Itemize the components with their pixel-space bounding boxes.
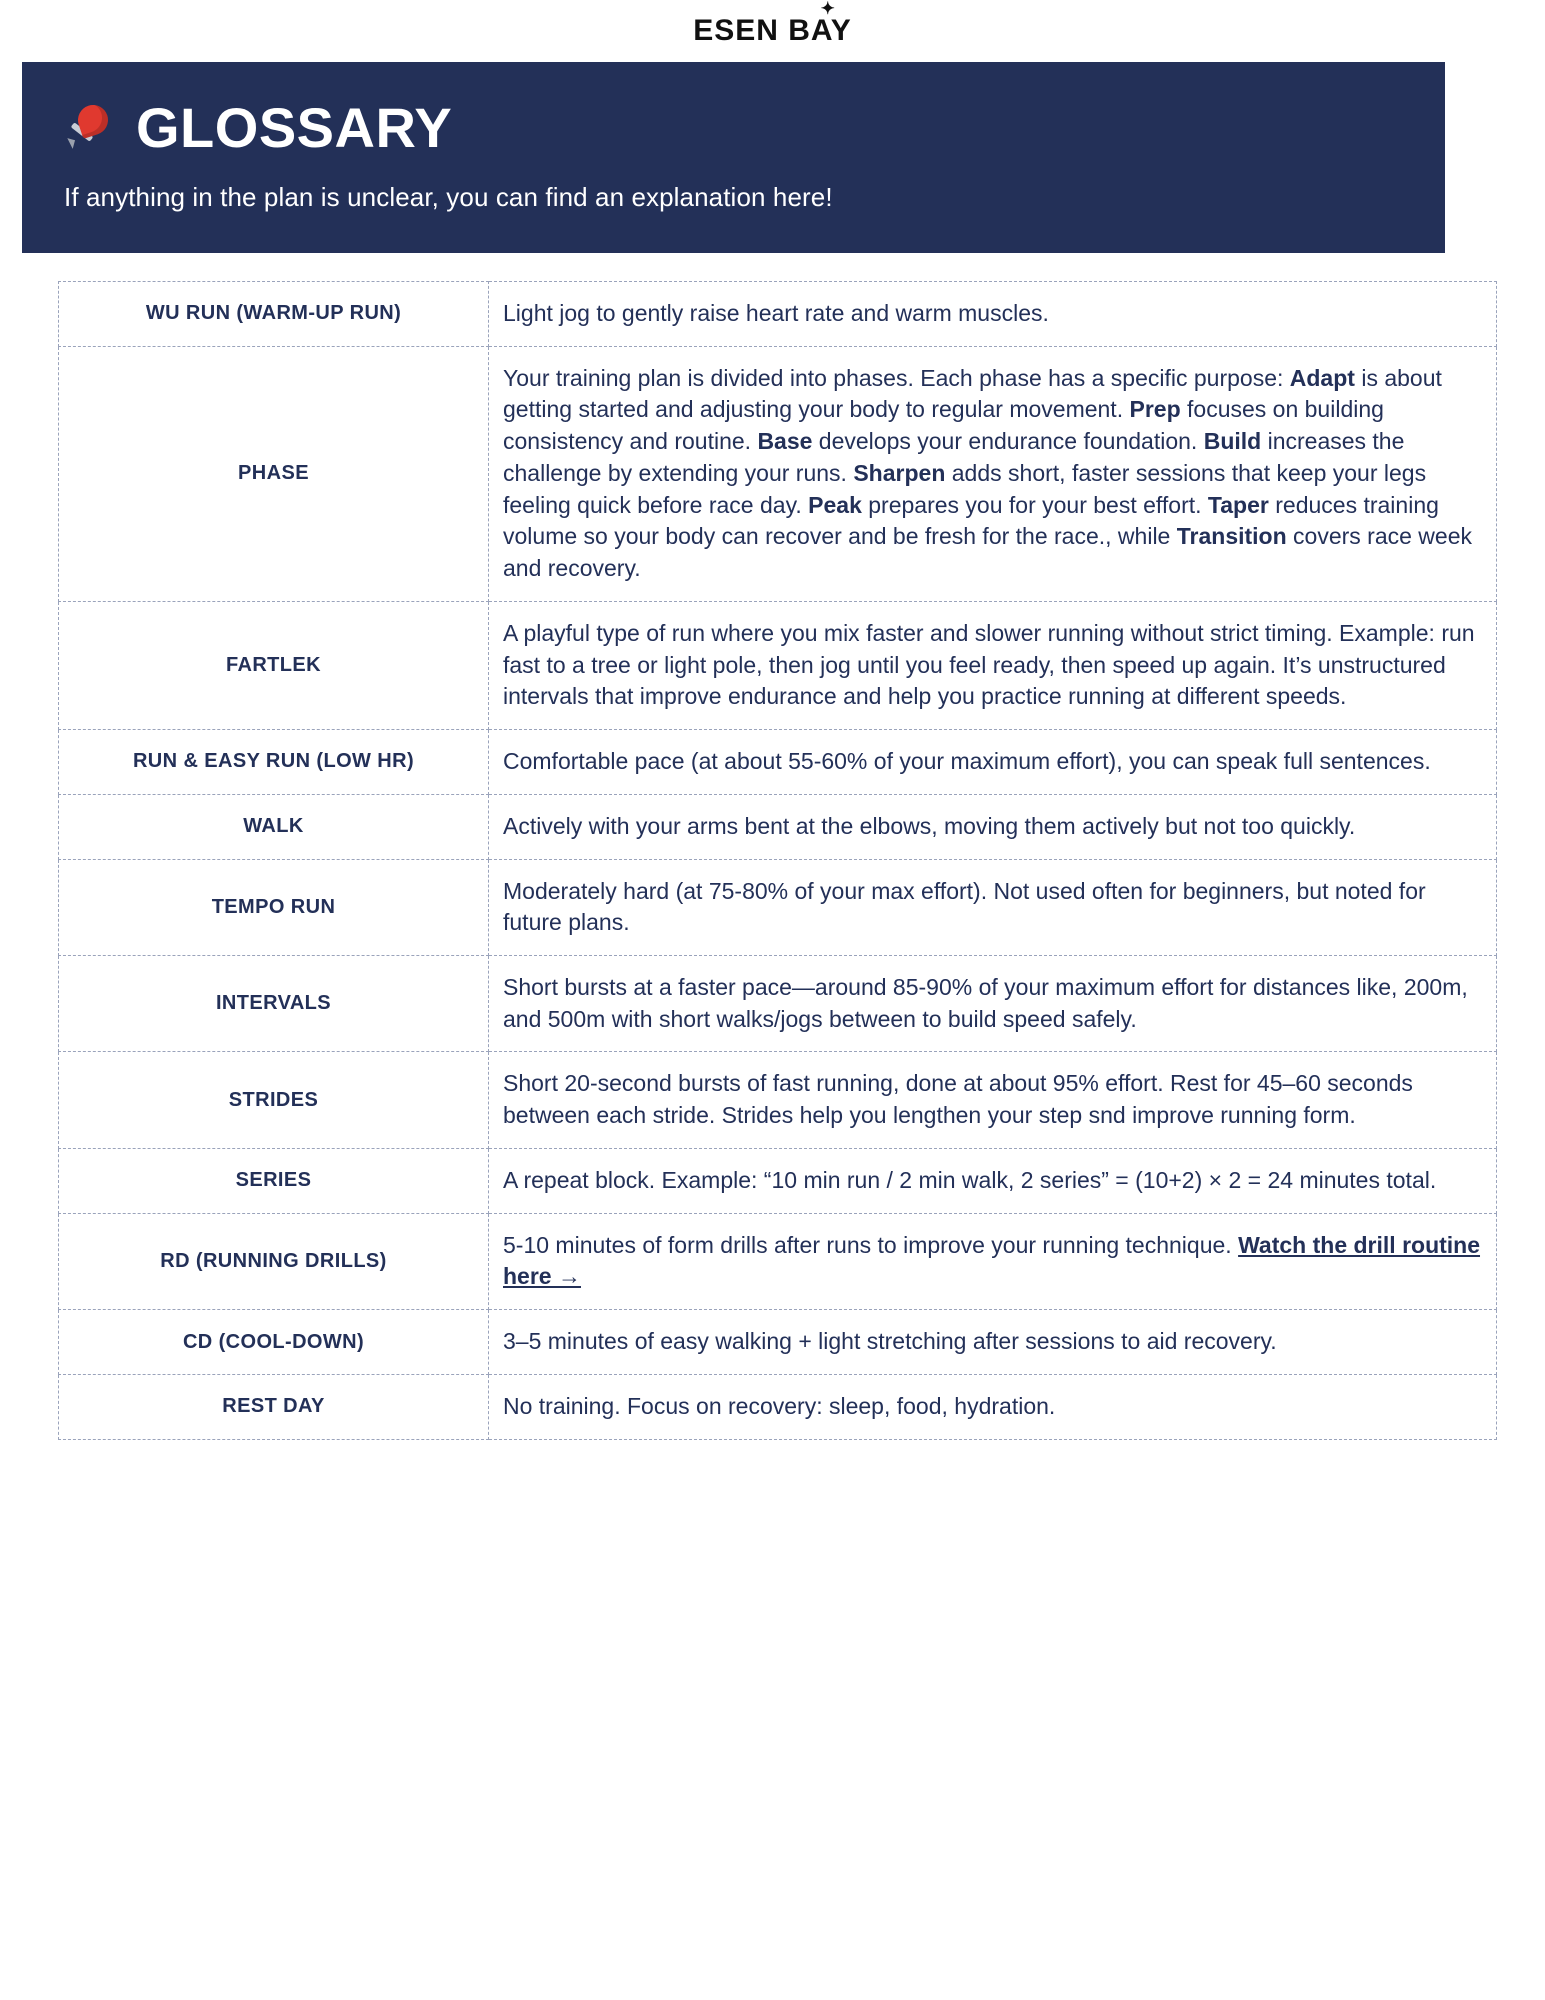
brand-logo [693,0,852,47]
brand-header [0,0,1545,62]
table-row [59,859,1497,955]
glossary-term: SERIES [59,1148,489,1213]
glossary-term: WU RUN (WARM-UP RUN) [59,282,489,347]
glossary-term: WALK [59,794,489,859]
glossary-definition: Comfortable pace (at about 55-60% of your maximum effort), you can speak full sentences. [489,730,1497,795]
glossary-definition: Short 20-second bursts of fast running, done at about 95% effort. Rest for 45–60 seconds between each stride. Strides help you lengthen your step snd improve running form. [489,1052,1497,1148]
glossary-term: TEMPO RUN [59,859,489,955]
drill-routine-link[interactable]: Watch the drill routine here → [503,1231,1481,1290]
glossary-hero [22,62,1445,253]
glossary-table [58,281,1497,1440]
glossary-term: RD (RUNNING DRILLS) [59,1213,489,1309]
table-row [59,730,1497,795]
glossary-definition: Your training plan is divided into phases. Each phase has a specific purpose: Adapt is about getting started and adjusting your body to regular movement. Prep focuses on building consistency and routine. Base develops your endurance foundation. Build increases the challenge by extending your runs. Sharpen adds short, faster sessions that keep your legs feeling quick before race day. Peak prepares you for your best effort. Taper reduces training volume so your body can recover and be fresh for the race., while Transition covers race week and recovery. [489,346,1497,601]
table-row [59,956,1497,1052]
glossary-section [0,253,1545,1470]
glossary-term: CD (COOL-DOWN) [59,1310,489,1375]
glossary-definition: A playful type of run where you mix faster and slower running without strict timing. Example: run fast to a tree or light pole, then jog until you feel ready, then speed up again. It’s unstructured intervals that improve endurance and help you practice running at different speeds. [489,601,1497,729]
table-row [59,794,1497,859]
glossary-term: STRIDES [59,1052,489,1148]
glossary-term: FARTLEK [59,601,489,729]
glossary-term: INTERVALS [59,956,489,1052]
glossary-table-body [59,282,1497,1440]
glossary-term: PHASE [59,346,489,601]
glossary-definition: Actively with your arms bent at the elbows, moving them actively but not too quickly. [489,794,1497,859]
table-row [59,1213,1497,1309]
glossary-definition: No training. Focus on recovery: sleep, food, hydration. [489,1374,1497,1439]
table-row [59,1310,1497,1375]
pushpin-icon [64,101,118,155]
glossary-definition: Moderately hard (at 75-80% of your max effort). Not used often for beginners, but noted for future plans. [489,859,1497,955]
table-row [59,346,1497,601]
table-row [59,282,1497,347]
table-row [59,1374,1497,1439]
glossary-definition: A repeat block. Example: “10 min run / 2 min walk, 2 series” = (10+2) × 2 = 24 minutes total. [489,1148,1497,1213]
glossary-term: RUN & EASY RUN (LOW HR) [59,730,489,795]
page-subtitle: If anything in the plan is unclear, you can find an explanation here! [64,182,833,212]
glossary-definition: Short bursts at a faster pace—around 85-90% of your maximum effort for distances like, 200m, and 500m with short walks/jogs between to build speed safely. [489,956,1497,1052]
page-title: GLOSSARY [136,96,453,159]
glossary-definition: Light jog to gently raise heart rate and warm muscles. [489,282,1497,347]
glossary-term: REST DAY [59,1374,489,1439]
star-icon: ✦ [820,0,836,18]
table-row [59,1052,1497,1148]
hero-title-row [64,96,1445,159]
brand-name: ESEN BAY [693,14,852,47]
glossary-definition: 3–5 minutes of easy walking + light stretching after sessions to aid recovery. [489,1310,1497,1375]
table-row [59,1148,1497,1213]
table-row [59,601,1497,729]
glossary-definition: 5-10 minutes of form drills after runs to improve your running technique. Watch the drill routine here → [489,1213,1497,1309]
